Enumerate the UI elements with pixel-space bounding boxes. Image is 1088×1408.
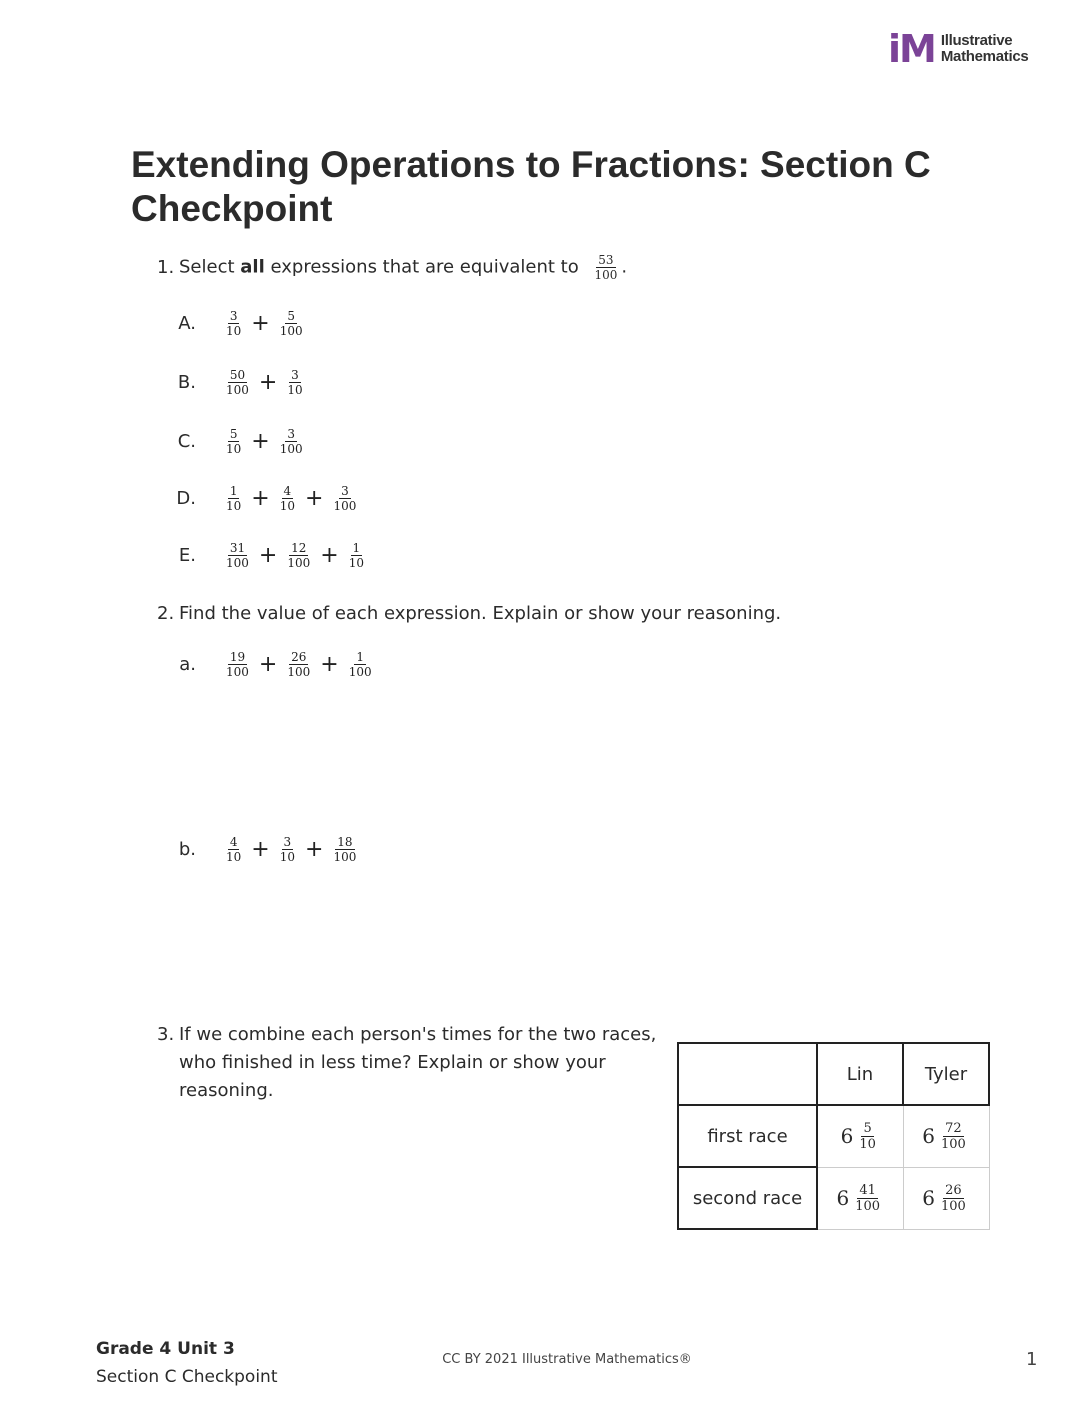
question-3-line-3: reasoning. xyxy=(179,1080,274,1101)
numerator: 41 xyxy=(859,1182,876,1198)
numerator: 3 xyxy=(341,484,349,498)
plus-sign: + xyxy=(320,543,339,568)
part-label: b. xyxy=(178,839,196,860)
denominator: 100 xyxy=(279,442,303,456)
fraction xyxy=(331,835,358,864)
numerator: 5 xyxy=(863,1120,872,1136)
plus-sign: + xyxy=(251,837,270,862)
plus-sign: + xyxy=(258,370,278,395)
mixed-number xyxy=(922,1183,970,1214)
denominator: 10 xyxy=(226,324,242,338)
numerator: 26 xyxy=(291,650,307,664)
question-1-period: . xyxy=(621,256,628,278)
plus-sign: + xyxy=(251,311,270,336)
fraction xyxy=(331,484,358,513)
question-2-part-b xyxy=(176,835,360,864)
plus-sign: + xyxy=(258,543,278,568)
option-b[interactable] xyxy=(176,368,307,397)
fraction xyxy=(278,427,305,456)
denominator: 100 xyxy=(226,383,249,397)
denominator: 100 xyxy=(594,268,618,282)
numerator: 50 xyxy=(229,368,246,382)
fraction xyxy=(347,650,374,679)
denominator: 10 xyxy=(348,556,364,570)
expression xyxy=(222,368,307,397)
target-fraction xyxy=(592,253,619,282)
option-label: A. xyxy=(178,313,196,334)
page-title: Extending Operations to Fractions: Section C Checkpoint xyxy=(131,144,931,229)
denominator: 100 xyxy=(940,1136,966,1152)
fraction xyxy=(224,368,251,397)
question-3-number: 3. xyxy=(157,1024,175,1045)
numerator: 4 xyxy=(283,484,292,498)
plus-sign: + xyxy=(251,429,270,454)
denominator: 100 xyxy=(855,1198,881,1214)
illustrative-mathematics-logo xyxy=(888,27,1029,71)
numerator: 4 xyxy=(229,835,238,849)
numerator: 5 xyxy=(287,309,295,323)
denominator: 10 xyxy=(287,383,303,397)
fraction xyxy=(285,368,304,397)
numerator: 26 xyxy=(945,1182,962,1198)
mixed-number xyxy=(836,1183,884,1214)
denominator: 10 xyxy=(279,850,295,864)
numerator: 5 xyxy=(229,427,238,441)
cell-tyler-second xyxy=(903,1167,989,1229)
fraction xyxy=(285,650,312,679)
fraction xyxy=(939,1183,968,1214)
fraction xyxy=(939,1121,968,1152)
question-2 xyxy=(157,600,781,628)
option-d[interactable] xyxy=(176,484,360,513)
denominator: 100 xyxy=(279,324,303,338)
numerator: 18 xyxy=(337,835,353,849)
row-label-second-race: second race xyxy=(678,1167,817,1229)
numerator: 12 xyxy=(291,541,307,555)
cell-tyler-first xyxy=(903,1105,989,1167)
option-label: B. xyxy=(177,372,196,393)
question-3-line-1: If we combine each person's times for the two races, xyxy=(179,1024,657,1045)
expression xyxy=(222,309,307,338)
denominator: 10 xyxy=(226,850,242,864)
fraction xyxy=(278,309,305,338)
question-1-emphasis: all xyxy=(240,256,265,278)
fraction xyxy=(224,309,243,338)
whole: 6 xyxy=(922,1124,935,1149)
table-corner-cell xyxy=(678,1043,817,1105)
denominator: 100 xyxy=(940,1198,966,1214)
option-label: E. xyxy=(178,545,196,566)
denominator: 10 xyxy=(226,499,242,513)
denominator: 100 xyxy=(348,665,372,679)
mixed-number xyxy=(922,1121,970,1152)
numerator: 31 xyxy=(229,541,246,555)
page-number: 1 xyxy=(1026,1349,1038,1370)
fraction xyxy=(224,835,243,864)
whole: 6 xyxy=(836,1186,850,1210)
denominator: 100 xyxy=(287,556,311,570)
numerator: 3 xyxy=(287,427,295,441)
question-2-text: Find the value of each expression. Explain or show your reasoning. xyxy=(179,603,782,624)
race-times-table xyxy=(677,1042,990,1230)
option-c[interactable] xyxy=(176,427,307,456)
expression xyxy=(222,650,376,679)
numerator: 1 xyxy=(229,484,238,498)
footer-section: Section C Checkpoint xyxy=(96,1367,278,1387)
logo-line-1: Illustrative xyxy=(940,32,1013,49)
expression xyxy=(222,835,360,864)
plus-sign: + xyxy=(305,837,324,862)
fraction xyxy=(853,1183,882,1214)
question-3-line-2: who finished in less time? Explain or show your xyxy=(179,1052,606,1073)
option-label: C. xyxy=(177,431,196,452)
fraction xyxy=(285,541,312,570)
denominator: 100 xyxy=(333,499,357,513)
fraction xyxy=(278,484,297,513)
expression xyxy=(222,484,360,513)
table-header-row xyxy=(678,1043,989,1105)
plus-sign: + xyxy=(258,652,278,677)
logo-wordmark xyxy=(941,33,1029,65)
question-2-part-a xyxy=(176,650,376,679)
denominator: 10 xyxy=(226,442,242,456)
part-label: a. xyxy=(179,654,196,675)
question-1-number: 1. xyxy=(157,256,175,278)
denominator: 10 xyxy=(279,499,295,513)
option-label: D. xyxy=(176,488,196,509)
fraction xyxy=(224,541,251,570)
option-a[interactable] xyxy=(176,309,307,338)
fraction xyxy=(224,484,243,513)
footer-grade-unit: Grade 4 Unit 3 xyxy=(96,1339,235,1359)
header-tyler: Tyler xyxy=(903,1043,989,1105)
logo-line-2: Mathematics xyxy=(940,48,1029,65)
fraction xyxy=(857,1121,878,1152)
numerator: 72 xyxy=(945,1120,962,1136)
expression xyxy=(222,427,307,456)
whole: 6 xyxy=(840,1124,854,1149)
cell-lin-second xyxy=(817,1167,903,1229)
option-e[interactable] xyxy=(176,541,368,570)
fraction xyxy=(224,650,251,679)
numerator: 3 xyxy=(283,835,292,849)
plus-sign: + xyxy=(305,486,324,511)
denominator: 100 xyxy=(287,665,311,679)
plus-sign: + xyxy=(320,652,339,677)
denominator: 10 xyxy=(859,1136,876,1152)
cell-lin-first xyxy=(817,1105,903,1167)
whole: 6 xyxy=(922,1186,935,1210)
expression xyxy=(222,541,368,570)
question-1-text-pre: Select xyxy=(179,256,241,278)
numerator: 1 xyxy=(356,650,364,664)
denominator: 100 xyxy=(333,850,357,864)
header-lin: Lin xyxy=(817,1043,903,1105)
numerator: 3 xyxy=(291,368,299,382)
question-1 xyxy=(157,253,627,282)
footer-copyright: CC BY 2021 Illustrative Mathematics® xyxy=(442,1352,692,1367)
fraction xyxy=(224,427,243,456)
numerator: 1 xyxy=(352,541,361,555)
plus-sign: + xyxy=(251,486,270,511)
numerator: 3 xyxy=(229,309,238,323)
numerator: 53 xyxy=(598,253,614,267)
fraction xyxy=(278,835,297,864)
question-3 xyxy=(157,1021,656,1105)
question-1-text-post: expressions that are equivalent to xyxy=(264,256,579,278)
numerator: 19 xyxy=(229,650,246,664)
denominator: 100 xyxy=(226,665,249,679)
table-row xyxy=(678,1167,989,1229)
im-logo-mark: iM xyxy=(888,27,935,71)
table-row xyxy=(678,1105,989,1167)
fraction xyxy=(347,541,366,570)
row-label-first-race: first race xyxy=(678,1105,817,1167)
question-2-number: 2. xyxy=(157,603,175,624)
denominator: 100 xyxy=(226,556,249,570)
mixed-number xyxy=(841,1121,880,1152)
